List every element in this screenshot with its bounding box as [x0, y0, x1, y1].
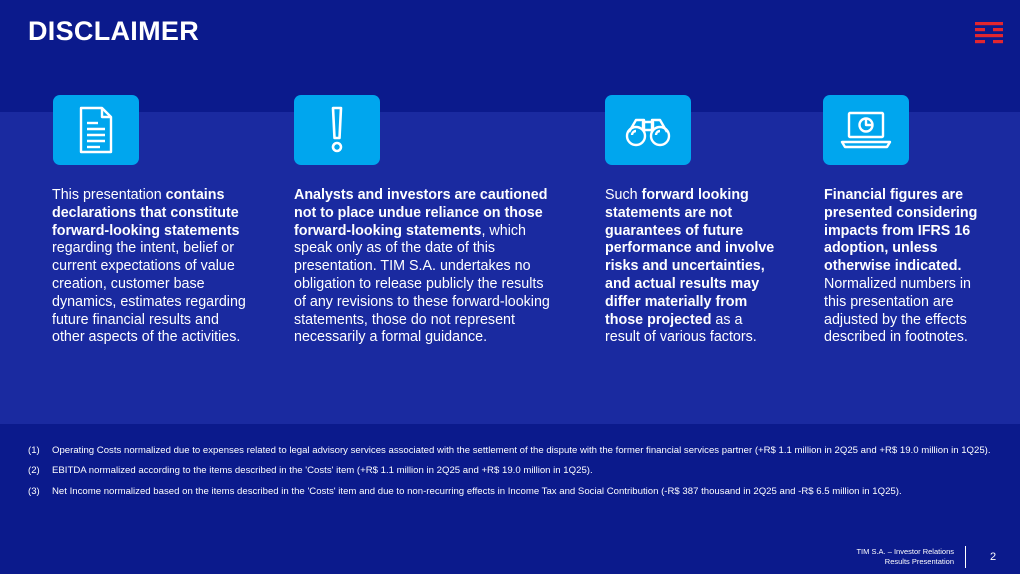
column-4-segment-bold: Financial figures are presented considering impacts from IFRS 16 adoption, unless otherwise indicated. — [824, 187, 978, 275]
laptop-chart-icon-box — [823, 95, 909, 165]
footer-line-2: Results Presentation — [884, 557, 954, 566]
column-1-segment: This presentation — [52, 187, 166, 203]
footer-divider — [965, 546, 966, 568]
binoculars-icon — [623, 110, 673, 150]
footnote — [28, 464, 1010, 477]
exclamation-icon — [325, 104, 349, 156]
column-1-segment-bold: contains declarations that constitute forward-looking statements — [52, 187, 240, 239]
footnote — [28, 485, 1010, 498]
document-icon-box — [53, 95, 139, 165]
footnote-number: (3) — [28, 485, 40, 497]
disclaimer-column-2 — [294, 187, 556, 347]
column-2-segment: , which speak only as of the date of this presentation. TIM S.A. undertakes no obligation to release publicly the results of any revisions to these forward-looking statements, those do not represent necessarily a formal guidance. — [294, 222, 550, 346]
laptop-chart-icon — [839, 109, 893, 151]
page-number: 2 — [990, 551, 997, 563]
disclaimer-column-1 — [52, 187, 252, 347]
disclaimer-column-4 — [824, 187, 984, 347]
disclaimer-column-3 — [605, 187, 777, 347]
column-4-segment: Normalized numbers in this presentation are adjusted by the effects described in footnotes. — [824, 275, 971, 346]
footnote-number: (1) — [28, 445, 40, 456]
binoculars-icon-box — [605, 95, 691, 165]
document-icon — [76, 105, 116, 155]
footnote-text: EBITDA normalized according to the items described in the 'Costs' item (+R$ 1.1 million in 2Q25 and +R$ 19.0 million in 1Q25). — [52, 465, 593, 477]
footnote — [28, 444, 1010, 457]
footer-line-1: TIM S.A. – Investor Relations — [856, 547, 954, 556]
column-3-segment-bold: forward looking statements are not guarantees of future performance and involve risks and uncertainties, and actual results may differ materially from those projected — [605, 187, 775, 328]
tim-logo-icon — [975, 22, 1003, 44]
exclamation-icon-box — [294, 95, 380, 165]
page-title: DISCLAIMER — [28, 16, 199, 46]
footnote-number: (2) — [28, 465, 40, 477]
footnote-text: Operating Costs normalized due to expenses related to legal advisory services associated with the settlement of the dispute with the former financial services partner (+R$ 1.1 million in 2Q25 and +R$ 19.0 million in 1Q25). — [52, 445, 991, 456]
footnotes — [28, 444, 1010, 505]
footnote-text: Net Income normalized based on the items described in the 'Costs' item and due to non-recurring effects in Income Tax and Social Contribution (-R$ 387 thousand in 2Q25 and -R$ 6.5 million in 1Q25). — [52, 485, 902, 497]
column-3-segment: Such — [605, 187, 642, 203]
footer-caption — [856, 547, 954, 567]
column-1-segment: regarding the intent, belief or current expectations of value creation, customer base dynamics, estimates regarding future financial results and other aspects of the activities. — [52, 240, 246, 346]
column-2-segment-bold: Analysts and investors are cautioned not to place undue reliance on those forward-looking statements — [294, 187, 548, 239]
column-3-segment: as a result of various factors. — [605, 311, 757, 346]
